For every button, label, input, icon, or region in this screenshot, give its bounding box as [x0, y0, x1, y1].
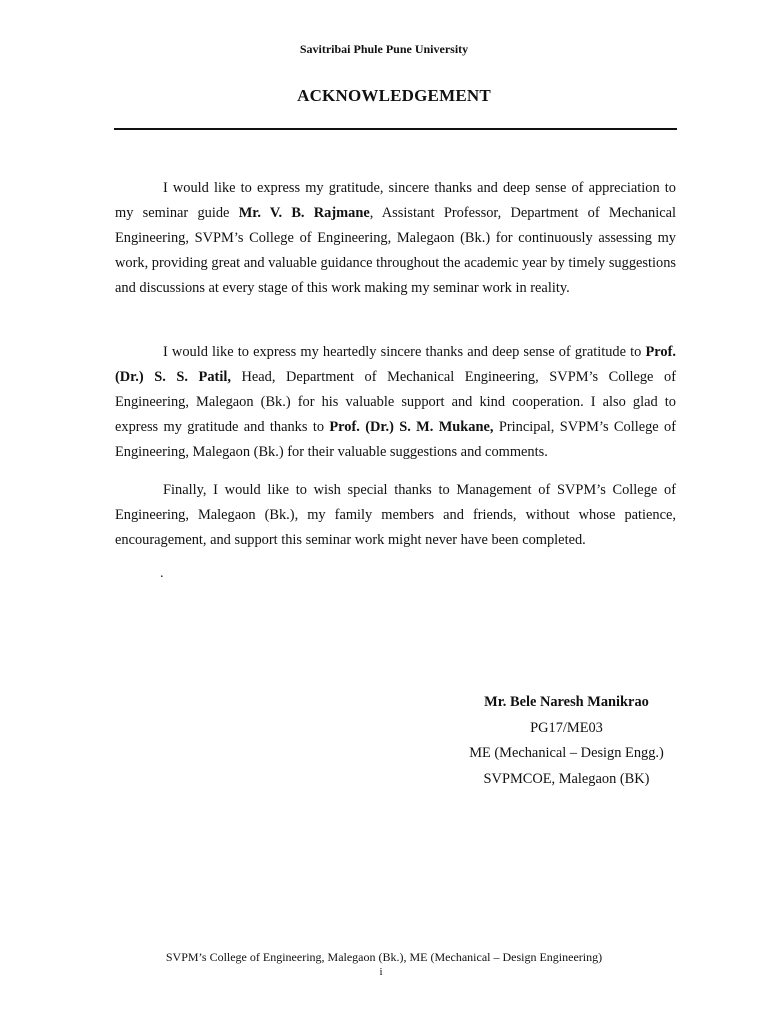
page-number: i [379, 966, 383, 978]
heading-divider [114, 128, 677, 130]
paragraph-1-text-a: I would like to express my gratitude, sincere thanks and deep sense of appreciation to my seminar guide [115, 180, 676, 221]
author-name: Mr. Bele Naresh Manikrao [484, 694, 649, 710]
paragraph-2-text-b: Head, Department of Mechanical Engineering, SVPM’s College of Engineering, Malegaon (Bk.) for his valuable support and kind cooperation. I also glad to express my gratitude and thanks to [115, 369, 676, 435]
author-roll: PG17/ME03 [530, 719, 603, 736]
page-title: ACKNOWLEDGEMENT [297, 86, 491, 105]
author-college: SVPMCOE, Malegaon (BK) [483, 770, 650, 787]
paragraph-2 [115, 340, 676, 465]
paragraph-3 [115, 478, 676, 553]
paragraph-1-text-b: , Assistant Professor, Department of Mechanical Engineering, SVPM’s College of Engineering, Malegaon (Bk.) for continuously assessing my work, providing great and valuable guidance throughout the academic year by timely suggestions and discussions at every stage of this work making my seminar work in reality. [115, 205, 676, 296]
paragraph-2-text-a: I would like to express my heartedly sincere thanks and deep sense of gratitude to [163, 344, 646, 360]
running-footer: SVPM’s College of Engineering, Malegaon (Bk.), ME (Mechanical – Design Engineering) [165, 950, 603, 964]
paragraph-1 [115, 176, 676, 301]
running-header: Savitribai Phule Pune University [299, 42, 469, 56]
paragraph-2-text-c: Principal, SVPM’s College of Engineering, Malegaon (Bk.) for their valuable suggestions and comments. [115, 419, 677, 460]
hod-name: Prof. (Dr.) S. S. Patil, [115, 344, 676, 385]
principal-name: Prof. (Dr.) S. M. Mukane, [329, 419, 494, 435]
paragraph-3-text: Finally, I would like to wish special thanks to Management of SVPM’s College of Engineering, Malegaon (Bk.), my family members and friends, without whose patience, encouragement, and support this seminar work might never have been completed. [115, 482, 676, 548]
guide-name: Mr. V. B. Rajmane [238, 205, 370, 221]
author-course: ME (Mechanical – Design Engg.) [469, 745, 664, 761]
stray-dot: . [160, 566, 164, 581]
signature-block [454, 690, 679, 792]
